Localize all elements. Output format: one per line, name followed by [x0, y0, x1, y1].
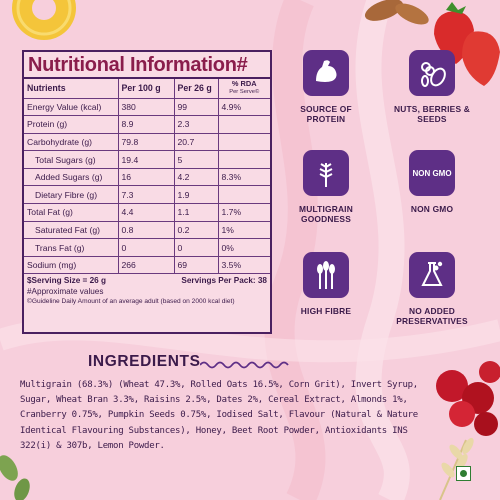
cranberry-icon: [436, 361, 500, 436]
cell-rda: [218, 133, 270, 151]
cell-name: Sodium (mg): [24, 256, 118, 274]
cell-per26: 0.2: [174, 221, 218, 239]
cell-per26: 69: [174, 256, 218, 274]
table-row: [24, 133, 270, 151]
badge-label: HIGH FIBRE: [300, 306, 352, 316]
table-row: [24, 168, 270, 186]
table-row: [24, 256, 270, 274]
header-rda: [218, 79, 270, 98]
ingredients-text: Multigrain (68.3%) (Wheat 47.3%, Rolled Oats 16.5%, Corn Grit), Invert Syrup, Sugar, Wheat Bran 3.3%, Raisins 2.5%, Dates 2%, Cereal Extract, Almonds 1%, Cranberry 0.75%, Pumpkin Seeds 0.75%, Iodised Salt, Flavour (Natural & Nature Identical Flavouring Substances), Honey, Beet Root Powder, Antioxidants INS 322(i) & 307b, Lemon Powder.: [20, 380, 418, 451]
cell-name: Trans Fat (g): [24, 239, 118, 257]
cell-per100: 16: [118, 168, 174, 186]
badge-no-preservatives: [386, 252, 478, 326]
nuts-berries-icon: [409, 50, 455, 96]
cell-per100: 8.9: [118, 116, 174, 134]
badge-multigrain: [280, 150, 372, 224]
cell-name: Dietary Fibre (g): [24, 186, 118, 204]
serving-size: $Serving Size = 26 g: [27, 276, 106, 286]
cell-per100: 380: [118, 98, 174, 116]
cell-per100: 4.4: [118, 204, 174, 222]
ingredients-title: INGREDIENTS: [88, 353, 201, 370]
wheat-stalks-icon: [303, 252, 349, 298]
badge-label: MULTIGRAIN GOODNESS: [299, 204, 353, 224]
guideline-note: ©Guideline Daily Amount of an average adult (based on 2000 kcal diet): [27, 298, 235, 306]
cell-name: Total Fat (g): [24, 204, 118, 222]
table-row: [24, 98, 270, 116]
cell-per26: 1.9: [174, 186, 218, 204]
grain-stalk-icon: [303, 150, 349, 196]
cell-per100: 19.4: [118, 151, 174, 169]
cell-per26: 20.7: [174, 133, 218, 151]
nutrition-title: Nutritional Information#: [24, 52, 270, 79]
cell-rda: 1%: [218, 221, 270, 239]
flask-crossed-icon: [409, 252, 455, 298]
cell-name: Energy Value (kcal): [24, 98, 118, 116]
nutrition-table: [24, 79, 270, 274]
nutrition-rows: [24, 98, 270, 274]
muscle-arm-icon: [303, 50, 349, 96]
nutrition-panel: [22, 50, 272, 334]
cell-per100: 79.8: [118, 133, 174, 151]
header-rda-label: % RDA: [231, 79, 257, 89]
badge-label: SOURCE OF PROTEIN: [300, 104, 352, 124]
wavy-line-icon: [200, 360, 295, 370]
badge-non-gmo: [386, 150, 478, 214]
table-row: [24, 239, 270, 257]
table-row: [24, 151, 270, 169]
cell-name: Protein (g): [24, 116, 118, 134]
cell-rda: 4.9%: [218, 98, 270, 116]
table-row: [24, 186, 270, 204]
cell-rda: [218, 151, 270, 169]
nutrition-header-row: [24, 79, 270, 98]
cell-name: Total Sugars (g): [24, 151, 118, 169]
cell-rda: 8.3%: [218, 168, 270, 186]
vegetarian-mark-icon: [456, 466, 471, 481]
cell-per100: 0.8: [118, 221, 174, 239]
non-gmo-icon-text: NON GMO: [412, 168, 452, 178]
cell-rda: [218, 116, 270, 134]
cell-name: Carbohydrate (g): [24, 133, 118, 151]
cell-per26: 4.2: [174, 168, 218, 186]
badge-protein: [280, 50, 372, 124]
cell-per100: 7.3: [118, 186, 174, 204]
header-per-26g: Per 26 g: [174, 79, 218, 98]
cell-per26: 99: [174, 98, 218, 116]
pumpkin-seed-icon: [0, 452, 33, 500]
table-row: [24, 116, 270, 134]
non-gmo-icon: [409, 150, 455, 196]
pineapple-ring-icon: [12, 0, 76, 40]
cell-per26: 5: [174, 151, 218, 169]
badge-high-fibre: [280, 252, 372, 316]
approx-note: #Approximate values: [27, 286, 104, 296]
badge-label: NUTS, BERRIES & SEEDS: [393, 104, 471, 124]
cell-rda: 3.5%: [218, 256, 270, 274]
table-row: [24, 204, 270, 222]
nutrition-footer: [24, 274, 270, 309]
cell-name: Saturated Fat (g): [24, 221, 118, 239]
cell-per26: 2.3: [174, 116, 218, 134]
cell-rda: [218, 186, 270, 204]
badge-label: NON GMO: [410, 204, 454, 214]
cell-rda: 0%: [218, 239, 270, 257]
serving-row: [27, 276, 267, 286]
cell-per100: 266: [118, 256, 174, 274]
badge-nuts-berries: [386, 50, 478, 124]
cell-per26: 0: [174, 239, 218, 257]
cell-rda: 1.7%: [218, 204, 270, 222]
servings-per-pack: Servings Per Pack: 38: [181, 276, 267, 286]
cell-per100: 0: [118, 239, 174, 257]
cell-name: Added Sugars (g): [24, 168, 118, 186]
badge-label: NO ADDED PRESERVATIVES: [396, 306, 468, 326]
header-per-100g: Per 100 g: [118, 79, 174, 98]
header-nutrients: Nutrients: [24, 79, 118, 98]
cell-per26: 1.1: [174, 204, 218, 222]
header-rda-sub: Per Serve©: [229, 89, 260, 96]
table-row: [24, 221, 270, 239]
